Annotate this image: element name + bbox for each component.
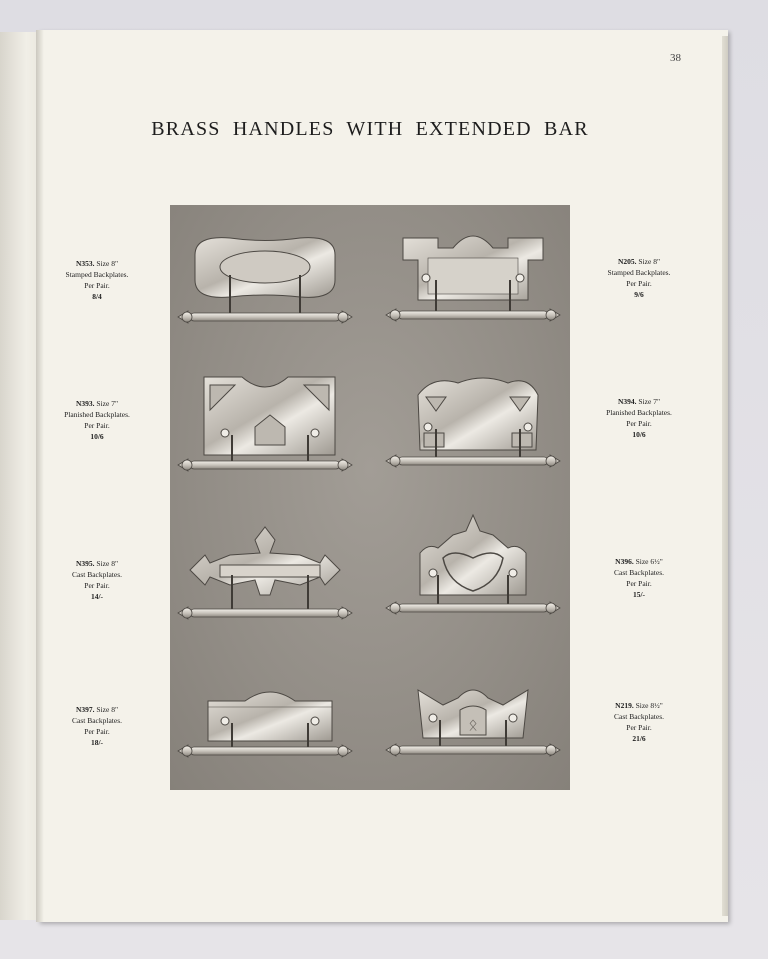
item-per: Per Pair. bbox=[84, 281, 110, 290]
page-gutter bbox=[36, 30, 44, 922]
item-size: Size 8" bbox=[96, 705, 119, 714]
item-size: Size 8½" bbox=[635, 701, 663, 710]
item-per: Per Pair. bbox=[626, 419, 652, 428]
label-n396 bbox=[584, 556, 694, 600]
item-code: N395. bbox=[75, 559, 95, 568]
item-price: 10/6 bbox=[90, 432, 104, 441]
handle-n393 bbox=[178, 377, 352, 471]
label-n219 bbox=[584, 700, 694, 744]
item-backplate: Cast Backplates. bbox=[72, 716, 122, 725]
item-per: Per Pair. bbox=[84, 581, 110, 590]
label-n397 bbox=[42, 704, 152, 748]
item-per: Per Pair. bbox=[626, 579, 652, 588]
item-code: N353. bbox=[75, 259, 95, 268]
label-n393 bbox=[42, 398, 152, 442]
label-n205 bbox=[584, 256, 694, 300]
item-per: Per Pair. bbox=[626, 723, 652, 732]
item-code: N394. bbox=[617, 397, 637, 406]
handle-n353 bbox=[178, 238, 352, 323]
handle-n394 bbox=[386, 378, 560, 467]
item-size: Size 7" bbox=[96, 399, 119, 408]
item-price: 14/- bbox=[90, 592, 104, 601]
item-code: N396. bbox=[615, 557, 634, 566]
item-code: N397. bbox=[75, 705, 95, 714]
item-size: Size 8" bbox=[96, 559, 119, 568]
label-n394 bbox=[584, 396, 694, 440]
page-number: 38 bbox=[670, 52, 681, 64]
item-backplate: Planished Backplates. bbox=[64, 410, 130, 419]
item-backplate: Stamped Backplates. bbox=[607, 268, 671, 277]
item-backplate: Cast Backplates. bbox=[72, 570, 122, 579]
item-per: Per Pair. bbox=[84, 421, 110, 430]
page-title: BRASS HANDLES WITH EXTENDED BAR bbox=[151, 118, 589, 140]
handle-n397 bbox=[178, 692, 352, 757]
item-size: Size 7" bbox=[638, 397, 661, 406]
item-code: N205. bbox=[617, 257, 637, 266]
item-per: Per Pair. bbox=[84, 727, 110, 736]
svg-text:ᛟ: ᛟ bbox=[468, 717, 478, 734]
handles-illustration bbox=[170, 205, 570, 790]
item-size: Size 6½" bbox=[635, 557, 663, 566]
item-size: Size 8" bbox=[96, 259, 119, 268]
label-n395 bbox=[42, 558, 152, 602]
item-backplate: Cast Backplates. bbox=[614, 712, 664, 721]
item-per: Per Pair. bbox=[626, 279, 652, 288]
item-size: Size 8" bbox=[638, 257, 661, 266]
item-code: N219. bbox=[615, 701, 634, 710]
handle-n219 bbox=[386, 690, 560, 756]
photo-plate bbox=[170, 205, 570, 790]
label-n353 bbox=[42, 258, 152, 302]
right-page-edge bbox=[722, 36, 728, 916]
item-price: 21/6 bbox=[632, 734, 646, 743]
item-price: 9/6 bbox=[634, 290, 644, 299]
item-price: 18/- bbox=[90, 738, 104, 747]
item-backplate: Planished Backplates. bbox=[606, 408, 672, 417]
handle-n205 bbox=[386, 236, 560, 321]
item-backplate: Cast Backplates. bbox=[614, 568, 664, 577]
handle-n396 bbox=[386, 515, 560, 614]
item-code: N393. bbox=[75, 399, 95, 408]
item-price: 10/6 bbox=[632, 430, 646, 439]
item-price: 8/4 bbox=[92, 292, 102, 301]
item-backplate: Stamped Backplates. bbox=[65, 270, 129, 279]
item-price: 15/- bbox=[632, 590, 646, 599]
handle-n395 bbox=[178, 527, 352, 619]
